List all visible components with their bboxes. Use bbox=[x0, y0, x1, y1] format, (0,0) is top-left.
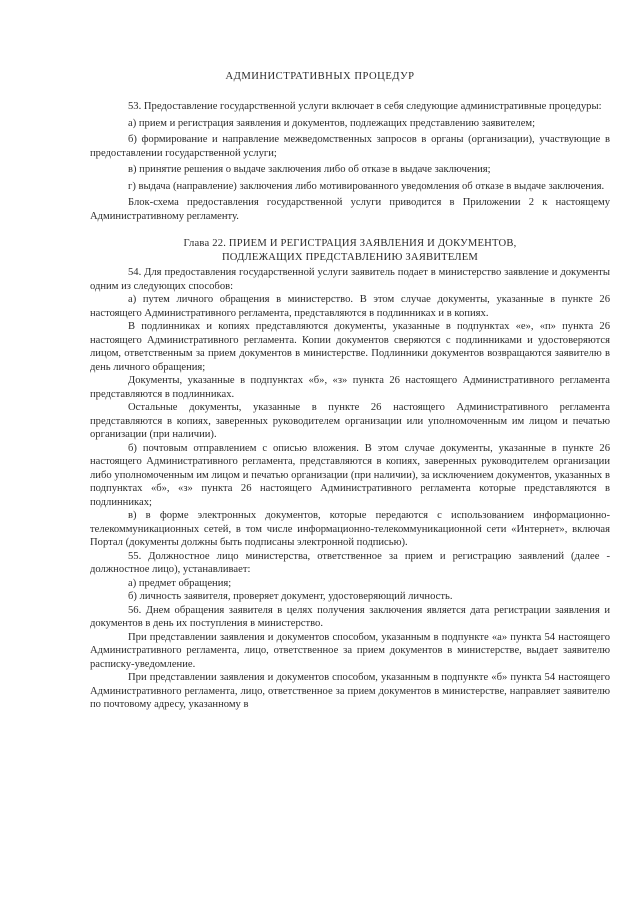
paragraph: б) формирование и направление межведомственных запросов в органы (организации), участвующие в предоставлении государственной услуги; bbox=[90, 134, 610, 159]
paragraph: г) выдача (направление) заключения либо мотивированного уведомления об отказе в выдаче заключения. bbox=[128, 180, 605, 192]
chapter-heading-line1: Глава 22. ПРИЕМ И РЕГИСТРАЦИЯ ЗАЯВЛЕНИЯ И ДОКУМЕНТОВ, bbox=[183, 238, 517, 249]
document-body bbox=[90, 100, 610, 712]
paragraph: 56. Днем обращения заявителя в целях получения заключения является дата регистрации заявления и документов в день их поступления в министерство. bbox=[90, 604, 610, 629]
paragraph: б) личность заявителя, проверяет документ, удостоверяющий личность. bbox=[128, 591, 453, 602]
paragraph: в) принятие решения о выдаче заключения либо об отказе в выдаче заключения; bbox=[128, 164, 491, 175]
paragraph: 54. Для предоставления государственной услуги заявитель подает в министерство заявление и документы одним из следующих способов: bbox=[90, 267, 610, 292]
chapter-heading bbox=[90, 237, 610, 264]
paragraph: При представлении заявления и документов способом, указанным в подпункте «б» пункта 54 настоящего Административного регламента, лицо, ответственное за прием документов в министерстве, направляет заявителю по почтовому адресу, указанному в bbox=[90, 672, 610, 710]
paragraph: а) предмет обращения; bbox=[128, 577, 232, 589]
paragraph: а) прием и регистрация заявления и документов, подлежащих представлению заявителем; bbox=[128, 117, 536, 129]
page-header: АДМИНИСТРАТИВНЫХ ПРОЦЕДУР bbox=[225, 71, 415, 82]
chapter-heading-line2: ПОДЛЕЖАЩИХ ПРЕДСТАВЛЕНИЮ ЗАЯВИТЕЛЕМ bbox=[221, 251, 479, 263]
paragraph: б) почтовым отправлением с описью вложения. В этом случае документы, указанные в пункте 26 настоящего Административного регламента, представляются в копиях, заверенных руководителем организации либо уполномоченным им лицом и печатью организации (при наличии), за исключением документов, указанных в подпунктах «б», «з» пункта 26 настоящего Административного регламента которые представляются в подлинниках; bbox=[90, 442, 610, 508]
paragraph: в) в форме электронных документов, которые передаются с использованием информационно-телекоммуникационных сетей, в том числе информационно-телекоммуникационной сети «Интернет», включая Портал (документы должны быть подписаны электронной подписью). bbox=[90, 510, 610, 548]
paragraph: Блок-схема предоставления государственной услуги приводится в Приложении 2 к настоящему Административному регламенту. bbox=[90, 197, 610, 222]
paragraph: Документы, указанные в подпунктах «б», «з» пункта 26 настоящего Административного регламента представляются в подлинниках. bbox=[90, 375, 610, 400]
paragraph: а) путем личного обращения в министерство. В этом случае документы, указанные в пункте 26 настоящего Административного регламента, представляются в подлинниках и в копиях. bbox=[90, 294, 610, 319]
paragraph: 55. Должностное лицо министерства, ответственное за прием и регистрацию заявлений (далее - должностное лицо), устанавливает: bbox=[90, 550, 610, 575]
paragraph: 53. Предоставление государственной услуги включает в себя следующие административные процедуры: bbox=[128, 101, 602, 112]
paragraph: В подлинниках и копиях представляются документы, указанные в подпунктах «е», «п» пункта 26 настоящего Административного регламента. Копии документов сверяются с подлинниками и удостоверяются лицом, ответственным за прием документов в министерстве. Подлинники документов возвращаются заявителю в день личного обращения; bbox=[90, 321, 610, 373]
paragraph: При представлении заявления и документов способом, указанным в подпункте «а» пункта 54 настоящего Административного регламента, лицо, ответственное за прием документов в министерстве, выдает заявителю расписку-уведомление. bbox=[90, 631, 610, 670]
paragraph: Остальные документы, указанные в пункте 26 настоящего Административного регламента представляются в копиях, заверенных руководителем организации или уполномоченным им лицом и печатью организации (при наличии). bbox=[90, 402, 610, 440]
